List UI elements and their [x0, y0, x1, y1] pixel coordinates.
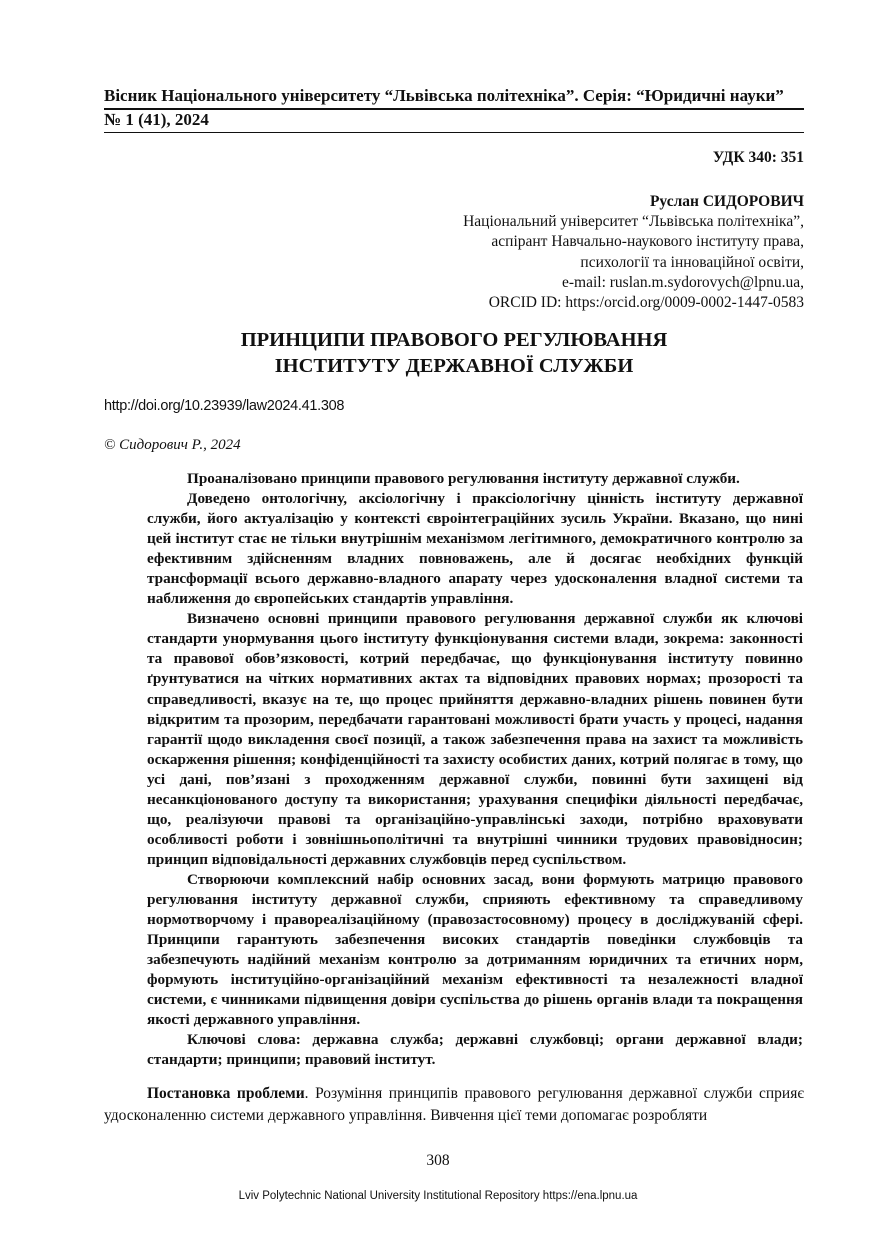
affiliation-line: аспірант Навчально-наукового інституту права, — [491, 233, 804, 251]
abstract-paragraph: Проаналізовано принципи правового регулювання інституту державної служби. — [187, 470, 740, 487]
body-text — [104, 1083, 804, 1127]
title-line: ПРИНЦИПИ ПРАВОВОГО РЕГУЛЮВАННЯ — [240, 329, 668, 351]
affiliation-line: психології та інноваційної освіти, — [580, 253, 804, 271]
author-name: Руслан СИДОРОВИЧ — [649, 193, 804, 210]
keywords: Ключові слова: державна служба; державні службовці; органи державної влади; стандарти; принципи; правовий інститут. — [147, 1031, 803, 1069]
udk-code: УДК 340: 351 — [712, 149, 804, 166]
paper-title — [104, 327, 804, 379]
affiliation-line: Національний університет “Львівська політехніка”, — [463, 213, 804, 231]
journal-title: Вісник Національного університету “Львівська політехніка”. Серія: “Юридичні науки” — [104, 86, 784, 105]
repository-footer: Lviv Polytechnic National University Institutional Repository https://ena.lpnu.ua — [238, 1190, 638, 1202]
issue-number: № 1 (41), 2024 — [104, 110, 209, 129]
abstract — [147, 469, 803, 1070]
abstract-paragraph: Створюючи комплексний набір основних засад, вони формують матрицю правового регулювання інституту державної служби, сприяють ефективному та справедливому нормотворчому і правореалізаційному (правозастосовному) процесу в досліджуваній сфері. Принципи гарантують забезпечення високих стандартів поведінки службовців та забезпечують надійний механізм контролю за дотриманням юридичних та етичних норм, формують інституційно-організаційний механізм ефективності та незалежності владної системи, є чинниками підвищення довіри суспільства до рішень органів влади та покращення якості державного управління. — [147, 870, 803, 1029]
body-paragraph-text: . Розуміння принципів правового регулювання державної служби сприяє удосконаленню системи державного управління. Вивчення цієї теми допомагає розробляти — [104, 1085, 804, 1124]
header-rule-bottom — [104, 132, 804, 133]
page-number: 308 — [426, 1152, 450, 1169]
header-rule — [104, 108, 804, 110]
author-email: e-mail: ruslan.m.sydorovych@lpnu.ua, — [562, 273, 804, 291]
title-line: ІНСТИТУТУ ДЕРЖАВНОЇ СЛУЖБИ — [274, 355, 634, 377]
section-lead: Постановка проблеми — [147, 1085, 305, 1102]
body-paragraph — [104, 1083, 804, 1127]
doi-link[interactable]: http://doi.org/10.23939/law2024.41.308 — [104, 398, 345, 414]
author-block — [463, 192, 804, 313]
abstract-paragraph: Визначено основні принципи правового регулювання державної служби як ключові стандарти унормування цього інституту функціонування системи влади, зокрема: законності та правової обов’язковості, котрий передбачає, що функціонування інституту повинно ґрунтуватися на чітких нормативних актах та відповідних правових нормах; прозорості та справедливості, вказує на те, що процес прийняття державно-владних рішень повинен бути відкритим та прозорим, передбачати гарантовані можливості брати участь у процесі, надання гарантії щодо викладення своєї позиції, а також забезпечення права на захист та можливість оскарження рішення; конфіденційності та захисту особистих даних, котрий полягає в тому, що усі дані, пов’язані з проходженням державної служби, повинні бути захищені від несанкціонованого доступу та використання; урахування специфіки діяльності передбачає, що, реалізуючи правові та організаційно-управлінські заходи, потрібно враховувати особливості роботи і зовнішньополітичні та внутрішні чинники трудових правовідносин; принцип відповідальності державних службовців перед суспільством. — [147, 610, 803, 868]
copyright: © Сидорович Р., 2024 — [104, 437, 241, 453]
abstract-paragraph: Доведено онтологічну, аксіологічну і праксіологічну цінність інституту державної служби, його актуалізацію у контексті євроінтеграційних зусиль України. Вказано, що нині цей інститут стає не тільки внутрішнім механізмом легітимного, демократичного контролю за ефективним здійсненням владних повноважень, але й досягає необхідних функцій трансформації всього державно-владного апарату через удосконалення владної системи та наближення до європейських стандартів управління. — [147, 490, 803, 608]
author-orcid: ORCID ID: https:/orcid.org/0009-0002-1447-0583 — [488, 294, 804, 312]
